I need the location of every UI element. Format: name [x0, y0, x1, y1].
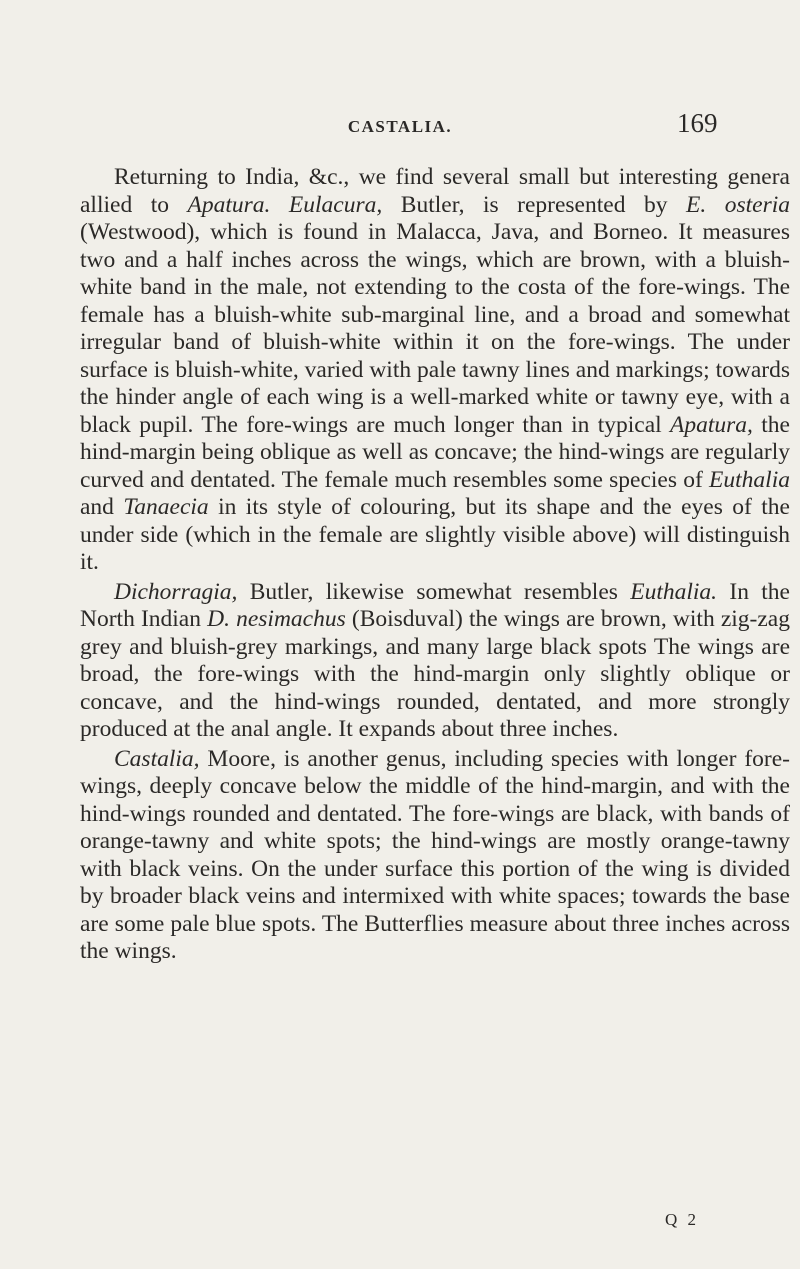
italic-text: Apatura. [187, 191, 271, 218]
text-run: Butler, is represented by [382, 191, 686, 218]
text-run: Returning to India, &c., we find several small but interesting genera allied to [80, 164, 790, 218]
text-run: Butler, likewise somewhat resembles [237, 578, 631, 605]
text-run: in its style of colouring, but its shape and the eyes of the under side (which in the female are slightly visible above) will distinguish it. [80, 494, 790, 575]
text-run: the hind-margin being oblique as well as concave; the hind-wings are regularly curved and dentated. The female much resembles some species of [80, 411, 790, 493]
italic-text: Apatura, [670, 411, 753, 438]
paragraph [80, 579, 790, 744]
text-run: Moore, is another genus, including species with longer fore-wings, deeply concave below the middle of the hind-margin, and with the hind-wings rounded and dentated. The fore-wings are black, with bands of orange-tawny and white spots; the hind-wings are mostly orange-tawny with black veins. On the under surface this portion of the wing is divided by broader black veins and intermixed with white spaces; towards the base are some pale blue spots. The Butterflies measure about three inches across the wings. [80, 745, 790, 964]
text-run: and [80, 494, 124, 520]
text-run: In the North Indian [80, 578, 790, 632]
italic-text: Dichorragia, [114, 578, 238, 605]
text-run: (Boisduval) the wings are brown, with zig-zag grey and bluish-grey markings, and many large black spots The wings are broad, the fore-wings with the hind-margin only slightly oblique or concave, and the hind-wings rounded, dentated, and more strongly produced at the anal angle. It expands about three inches. [80, 606, 790, 742]
running-title: CASTALIA. [347, 117, 453, 136]
page-number: 169 [677, 108, 718, 138]
italic-text: Euthalia. [630, 578, 718, 605]
italic-text: Tanaecia [123, 494, 209, 520]
signature-mark: Q 2 [665, 1210, 700, 1229]
italic-text: Euthalia [709, 466, 790, 493]
italic-text: E. osteria [685, 191, 790, 218]
paragraph [80, 746, 790, 966]
italic-text: D. nesimachus [207, 606, 346, 632]
italic-text: Castalia, [114, 745, 200, 772]
text-run: (Westwood), which is found in Malacca, Java, and Borneo. It measures two and a half inches across the wings, which are brown, with a bluish-white band in the male, not extending to the costa of the fore-wings. The female has a bluish-white sub-marginal line, and a broad and somewhat irregular band of bluish-white within it on the fore-wings. The under surface is bluish-white, varied with pale tawny lines and markings; towards the hinder angle of each wing is a well-marked white or tawny eye, with a black pupil. The fore-wings are much longer than in typical [80, 219, 790, 438]
body-text [80, 164, 790, 966]
paragraph [80, 164, 790, 577]
text-run [270, 192, 289, 218]
italic-text: Eulacura, [288, 191, 383, 218]
